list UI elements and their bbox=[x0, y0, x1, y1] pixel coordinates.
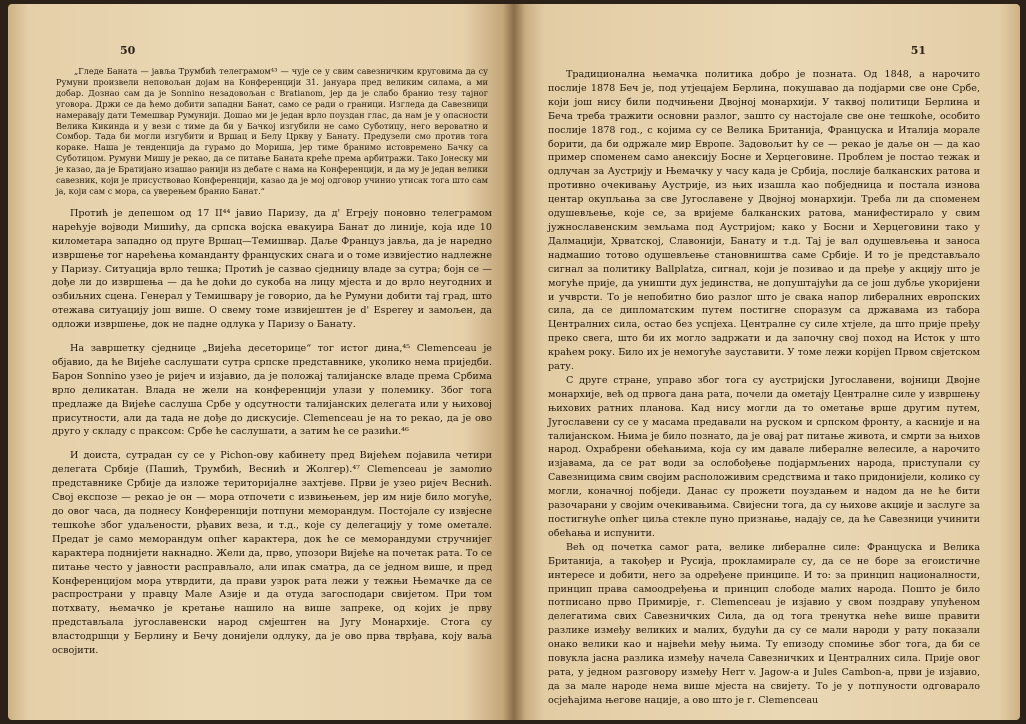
left-page bbox=[8, 4, 514, 720]
paragraph: На завршетку сједнице „Вијећа десеторице“ тог истог дина,⁴⁵ Clemenceau је објавио, да ће Вијеће саслушати сутра српске представнике, уколико нема приједби. Барон Sonnino узео је ријеч и изјавио, да је положај талијанске владе према Србима врло деликатан. Влада не жели на конференцији улази у полемику. Због тога предлаже да Вијеће саслуша Србе у одсутности талијанских делегата или у њиховој присутности, али да тада не дође до дискусије. Clemenceau је на то рекао, да је ово друго у складу с праксом: Србе ће саслушати, а затим ће се разићи.⁴⁶ bbox=[52, 343, 492, 438]
book-spread bbox=[8, 4, 1020, 720]
page-number: 50 bbox=[120, 44, 136, 57]
right-page bbox=[514, 4, 1020, 720]
paragraph: И доиста, сутрадан су се у Pichon-ову кабинету пред Вијећем појавила четири делегата Србије (Пашић, Трумбић, Веснић и Жолгер).⁴⁷ Clemenceau је замолио представнике Србије да изложе територијалне захтјеве. Први је узео ријеч Веснић. Свој експозе — рекао је он — мора отпочети с извињењем, јер им није било могуће, до овог часа, да поднесу Конференцији потпуни меморандум. Постојале су извјесне тешкоће због удаљености, рђавих веза, и т.д., које су делегацију у томе ометале. Предат је само меморандум опћег карактера, док ће се меморандуми стручнијег карактера поднијети накнадно. Жели да, прво, упозори Вијеће на почетак рата. То се питање често у јавности расправљало, али ипак сматра, да се једном више, и пред Конференцијом мора утврдити, да прави узрок рата лежи у тежњи Њемачке да се распространи у правцу Мале Азије и да отуда загосподари свијетом. При том потхвату, њемачко је кретање нашило на више запреке, од којих је прву представљала југославенски народ смјештен на Југу Монархије. Стога су властодршци у Берлину и Бечу донијели одлуку, да је ово прва тврђава, коју ваља освојити. bbox=[52, 450, 492, 657]
body-text bbox=[52, 207, 492, 658]
paragraph: С друге стране, управо због тога су аустријски Југославени, војници Двојне монархије, већ од првога дана рата, почели да ометају Централне силе у извршењу њихових ратних планова. Кад нису могли да то ометање врше другим путем, Југославени су се у масама предавали на руском и српском фронту, а касније и на талијанском. Њима је било познато, да је овај рат питање живота, и смрти за њихов народ. Охрабрени обећањима, која су им давале либералне велесиле, а нарочито изјавама, да се рат води за ослобођење подјармљених народа, приступали су Савезницима свим својим расположивим средствима и тако придонијели, колико су могли, коначној побједи. Данас су прожети поуздањем и надом да не ће бити разочарани у својим очекивањима. Свијесни тога, да су њихове акције и заслуге за постигнуће опћег циља стекле пуно признање, надају се, да ће Савезници учинити обећања и испунити. bbox=[548, 374, 980, 539]
page-number: 51 bbox=[910, 44, 926, 57]
quote-paragraph: „Гледе Баната — јавља Трумбић телеграмом⁴³ — чује се у свим савезничким круговима да су Румуни произвели неповољан дојам на Конференцији 31. јануара пред великим силама, а ми добар. Дознао сам да је Sonnino незадовољан с Bratianom, јер да је слабо бранио тезу тајног уговора. Држи се да ћемо добити западни Банат, само се ради о граници. Изгледа да Савезници намеравају дати Темешвар Румунији. Дошао ми је један врло поуздан глас, да нам је у опасности Велика Кикинда и у вези с тиме да би у Бачкој изгубили не само Суботицу, него вероватно и Сомбор. Тада би могли изгубити и Вршац и Белу Цркву у Банату. Предузели смо против тога кораке. Наша је тенденција да гурамо до Мориша, јер тиме бранимо истовремено Бачку са Суботицом. Румуни Мишу је рекао, да се питање Баната креће према арбитражи. Тако Јонеску ми је казао, да је Братијано изашао ранији из дебате с нама на Конференцији, и да му је један велики савезник, који је присуствовао Конференцији, казао да је мој одговор учинио утисак тога што сам ја, који сам с мора, са уверењем бранио Банат.“ bbox=[56, 66, 488, 196]
right-page-text bbox=[548, 68, 980, 708]
paragraph: Већ од почетка самог рата, велике либералне силе: Француска и Велика Британија, а такођер и Русија, прокламирале су, да се не боре за егоистичне интересе и добити, него за одређене принципе. И то: за принцип националности, принцип права самоодређења и принцип слободе малих народа. Пошто је било потписано прво Примирје, г. Clemenceau је изјавио у свом поздраву упућеном делегатима свих Савезничких Сила, да од тога тренутка неће више правити разлике између великих и малих, будући да су се мали народи у рату показали онако велики као и највећи међу њима. Ту епизоду спомиње због тога, да би се повукла јасна разлика између начела Савезничких и Централних сила. Прије овог рата, у једном разговору између Herr v. Jagow-а и Jules Cambon-а, први је изјавио, да за мале народе нема више мјеста на свијету. То је у потпуности одговарало осјећајима његове нације, а ово што је г. Clemenceau bbox=[548, 541, 980, 706]
block-quote bbox=[56, 66, 488, 197]
paragraph: Протић је депешом од 17 II⁴⁴ јавио Паризу, да д' Егреју поновно телеграмом нарећује војводи Мишићу, да српска војска евакуира Банат до линије, која иде 10 километара западно од пруге Вршац—Темишвар. Даље Француз јавља, да је наредно извршење тог нарећења команданту француских снага и о томе извијестио надлежне у Паризу. Ситуација врло тешка; Протић је сазвао сједницу владе за сутра; бојн се — дође ли до извршења — да ће доћи до сукоба на лицу мјеста и до врло неугодних и озбиљних сцена. Генерал у Темишвару је говорио, да ће Румуни добити тај град, што отежава ситуацију још више. О свему томе извијештен је d' Esperey и замољен, да одложи извршење, док не падне одлука у Паризу о Банату. bbox=[52, 207, 492, 331]
left-page-text bbox=[52, 66, 492, 658]
paragraph: Традиционална њемачка политика добро је позната. Од 1848, а нарочито послије 1878 Беч је, под утјецајем Берлина, покушавао да подјарми све оне Србе, који још нису били подчињени Двојној монархији. У таквој политици Берлина и Беча треба тражити основни разлог, зашто су настојале све оне тешкоће, особито послије 1878 год., с којима су се Велика Британија, Француска и Италија морале борити, да би одржале мир Европе. Задовољит ћу се — рекао је даље он — да као пример споменем само анексију Босне и Херцеговине. Проблем је постао тежак и одлучан за Аустрију и Њемачку у часу када је Србија, послије балканских ратова и противно очекивању Аустрије, из њих изашла као побједница и постала изнова центар окупљања за све Југославене у Двојној монархији. Треба ли да споменем одушевљење, које се, за вријеме балканских ратова, манифестирало у свим јужнославенским земљама под Аустријом; како у Босни и Херцеговини тако у Далмацији, Хрватској, Славонији, Банату и т.д. Тај је вал одушевљења и заноса надмашио тотово одушевљење становништва саме Србије. И то је представљало сигнал за политику Ballplatza, сигнал, који је позивао и да пређе у акцију што је могуће прије, да уништи дух јединства, не допуштајући да се још дубље укоријени и учврсти. То је непобитно био разлог што је свака напор либералних европских сила, да се дипломатским путем постигне споразум са државама из табора Централних сила, остао без успјеха. Централне су силе хтјеле, да што прије пређу преко свега, што би их могло задржати и да започну свој поход на Исток у што краћем року. Било их је немогуће зауставити. У томе лежи корijen Првом свјетском рату. bbox=[548, 69, 980, 373]
